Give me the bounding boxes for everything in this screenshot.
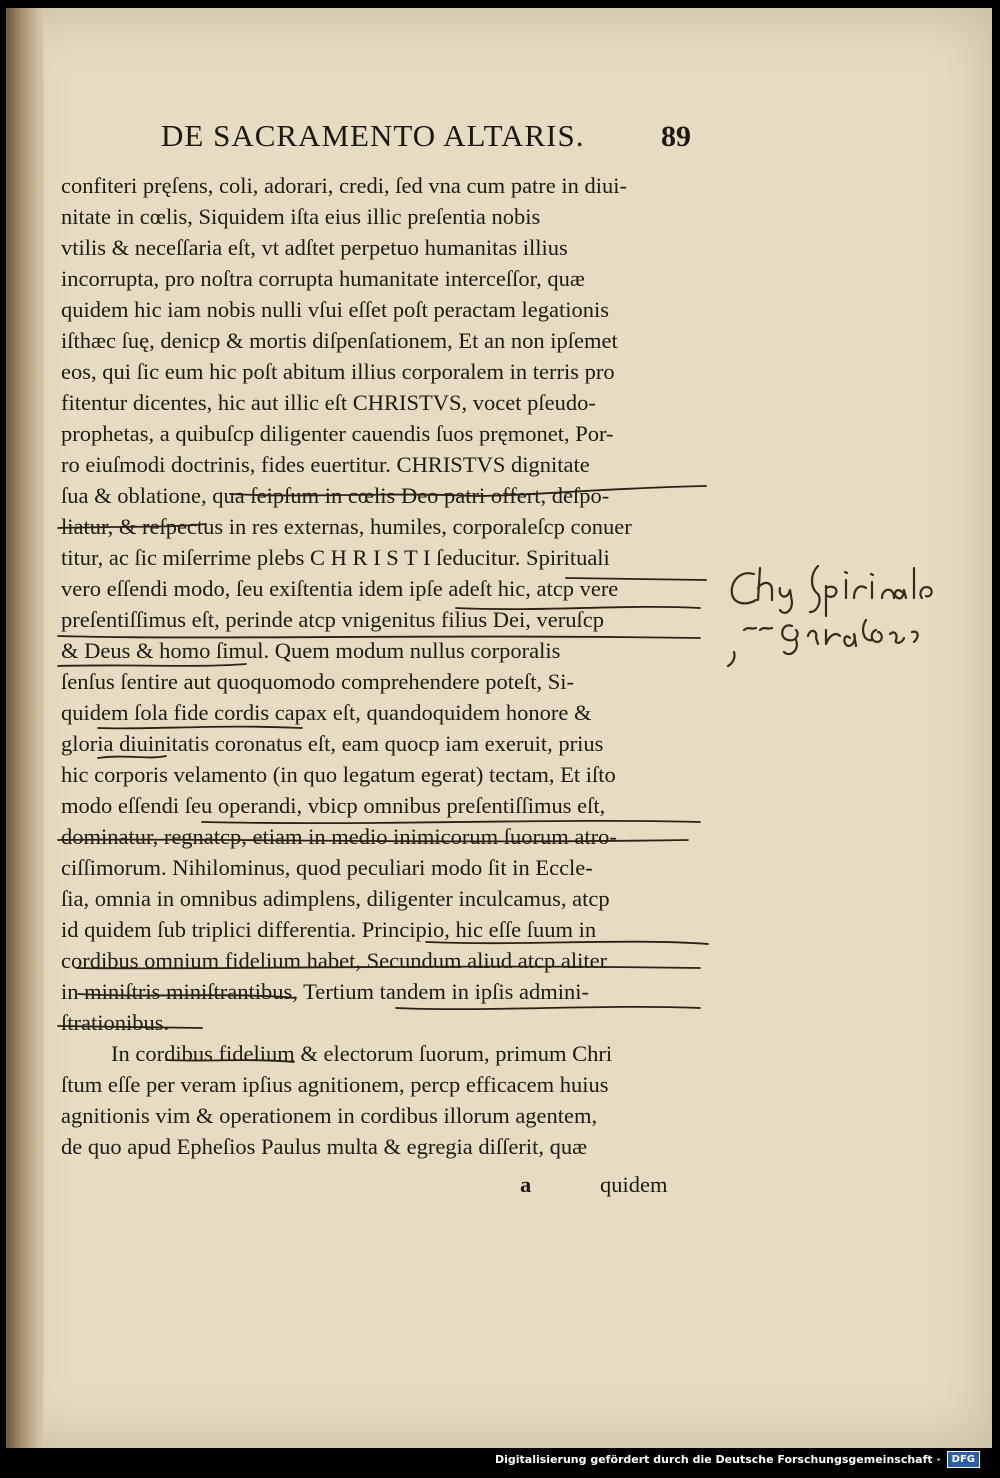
- text-line: gloria diuinitatis coronatus eſt, eam quocp iam exeruit, prius: [61, 731, 604, 756]
- text-line: quidem hic iam nobis nulli vſui eſſet poſt peractam legationis: [61, 297, 610, 322]
- funding-credit: Digitalisierung gefördert durch die Deutsche Forschungsgemeinschaft ·: [494, 1453, 941, 1466]
- text-line: ſia, omnia in omnibus adimplens, diligenter inculcamus, atcp: [61, 886, 610, 911]
- text-line: hic corporis velamento (in quo legatum egerat) tectam, Et iſto: [61, 762, 616, 787]
- paragraph-line: de quo apud Epheſios Paulus multa & egregia diſſerit, quæ: [61, 1134, 588, 1159]
- text-line: nitate in cœlis, Siquidem iſta eius illic preſentia nobis: [61, 204, 541, 229]
- paragraph-line: In cordibus fidelium & electorum ſuorum, primum Chri: [111, 1041, 613, 1066]
- page-gutter: [6, 8, 44, 1448]
- text-line: vero eſſendi modo, ſeu exiſtentia idem ipſe adeſt hic, atcp vere: [61, 576, 619, 601]
- text-line: ciſſimorum. Nihilominus, quod peculiari modo ſit in Eccle-: [61, 855, 593, 880]
- text-line: incorrupta, pro noſtra corrupta humanitate interceſſor, quæ: [61, 266, 585, 291]
- text-line: & Deus & homo ſimul. Quem modum nullus corporalis: [61, 638, 561, 663]
- paragraph-line: ſtum eſſe per veram ipſius agnitionem, percp efficacem huius: [61, 1072, 609, 1097]
- catchword: quidem: [600, 1172, 668, 1197]
- text-line: cordibus omnium fidelium habet, Secundum aliud atcp aliter: [61, 948, 608, 973]
- digitization-footer: [495, 1451, 980, 1468]
- text-line: ſua & oblatione, qua ſeipſum in cœlis Deo patri offert, deſpo-: [61, 483, 610, 508]
- book-page: [6, 8, 992, 1448]
- text-line: liatur, & reſpectus in res externas, humiles, corporaleſcp conuer: [61, 514, 632, 539]
- text-line: vtilis & neceſſaria eſt, vt adſtet perpetuo humanitas illius: [61, 235, 568, 260]
- text-line: preſentiſſimus eſt, perinde atcp vnigenitus filius Dei, veruſcp: [61, 607, 604, 632]
- text-line: ſenſus ſentire aut quoquomodo comprehendere poteſt, Si-: [61, 669, 574, 694]
- catchword-line: [520, 1172, 720, 1203]
- dfg-logo-icon: DFG: [947, 1451, 980, 1468]
- page-number: 89: [661, 120, 691, 153]
- text-line: modo eſſendi ſeu operandi, vbicp omnibus preſentiſſimus eſt,: [61, 793, 606, 818]
- text-line: id quidem ſub triplici differentia. Principio, hic eſſe ſuum in: [61, 917, 597, 942]
- text-line: dominatur, regnatcp, etiam in medio inimicorum ſuorum atro-: [61, 824, 617, 849]
- text-line: in miniſtris miniſtrantibus, Tertium tandem in ipſis admini-: [61, 979, 589, 1004]
- main-text-block: [61, 170, 716, 1162]
- signature-mark: a: [520, 1172, 532, 1197]
- text-line: quidem ſola fide cordis capax eſt, quandoquidem honore &: [61, 700, 592, 725]
- text-line: titur, ac ſic miſerrime plebs C H R I S T I ſeducitur. Spirituali: [61, 545, 610, 570]
- handwritten-marginal-note: [726, 560, 986, 670]
- paragraph-line: agnitionis vim & operationem in cordibus illorum agentem,: [61, 1103, 598, 1128]
- text-line: eos, qui ſic eum hic poſt abitum illius corporalem in terris pro: [61, 359, 615, 384]
- text-line: confiteri pręſens, coli, adorari, credi, ſed vna cum patre in diui-: [61, 173, 628, 198]
- text-line: iſthæc ſuę, denicp & mortis diſpenſationem, Et an non ipſemet: [61, 328, 618, 353]
- text-line: ro eiuſmodi doctrinis, fides euertitur. CHRISTVS dignitate: [61, 452, 590, 477]
- text-line: prophetas, a quibuſcp diligenter cauendis ſuos pręmonet, Por-: [61, 421, 614, 446]
- running-head: DE SACRAMENTO ALTARIS.: [161, 118, 585, 153]
- text-line: ſtrationibus.: [61, 1010, 170, 1035]
- text-line: fitentur dicentes, hic aut illic eſt CHRISTVS, vocet pſeudo-: [61, 390, 596, 415]
